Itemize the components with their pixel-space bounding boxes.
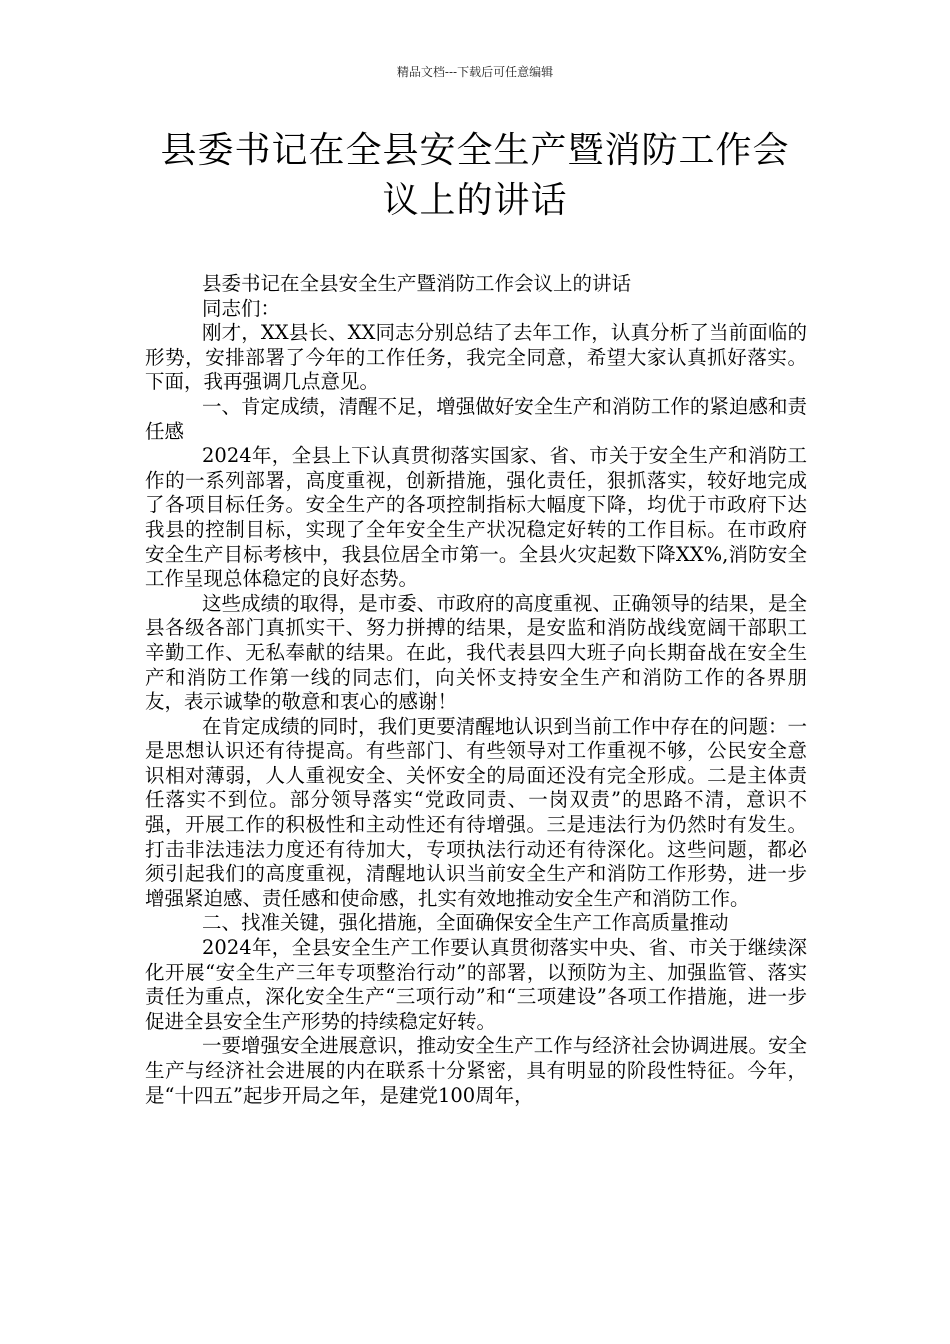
paragraph: 刚才，XX县长、XX同志分别总结了去年工作，认真分析了当前面临的形势，安排部署了今年的工作任务，我完全同意，希望大家认真抓好落实。下面，我再强调几点意见。 [145,321,807,394]
paragraph: 2024年，全县安全生产工作要认真贯彻落实中央、省、市关于继续深化开展“安全生产三年专项整治行动”的部署，以预防为主、加强监管、落实责任为重点，深化安全生产“三项行动”和“三项建设”各项工作措施，进一步促进全县安全生产形势的持续稳定好转。 [145,936,807,1033]
paragraph: 在肯定成绩的同时，我们更要清醒地认识到当前工作中存在的问题：一是思想认识还有待提高。有些部门、有些领导对工作重视不够，公民安全意识相对薄弱，人人重视安全、关怀安全的局面还没有完全形成。二是主体责任落实不到位。部分领导落实“党政同责、一岗双责”的思路不清，意识不强，开展工作的积极性和主动性还有待增强。三是违法行为仍然时有发生。打击非法违法力度还有待加大，专项执法行动还有待深化。这些问题，都必须引起我们的高度重视，清醒地认识当前安全生产和消防工作形势，进一步增强紧迫感、责任感和使命感，扎实有效地推动安全生产和消防工作。 [145,714,807,910]
paragraph-subtitle: 县委书记在全县安全生产暨消防工作会议上的讲话 [202,272,632,295]
paragraph: 2024年，全县上下认真贯彻落实国家、省、市关于安全生产和消防工作的一系列部署，高度重视，创新措施，强化责任，狠抓落实，较好地完成了各项目标任务。安全生产的各项控制指标大幅度下降，均优于市政府下达我县的控制目标，实现了全年安全生产状况稳定好转的工作目标。在市政府安全生产目标考核中，我县位居全市第一。全县火灾起数下降XX%,消防安全工作呈现总体稳定的良好态势。 [145,444,807,591]
header-note: 精品文档---下载后可任意编辑 [396,65,554,79]
section-heading: 二、找准关键，强化措施，全面确保安全生产工作高质量推动 [202,911,729,935]
paragraph: 这些成绩的取得，是市委、市政府的高度重视、正确领导的结果，是全县各级各部门真抓实干、努力拼搏的结果，是安监和消防战线宽阔干部职工辛勤工作、无私奉献的结果。在此，我代表县四大班子向长期奋战在安全生产和消防工作第一线的同志们，向关怀支持安全生产和消防工作的各界朋友，表示诚挚的敬意和衷心的感谢！ [145,591,807,714]
document-body [145,272,807,1108]
document-title: 县委书记在全县安全生产暨消防工作会议上的讲话 [160,130,790,221]
paragraph-salutation: 同志们： [202,296,281,320]
paragraph: 一要增强安全进展意识，推动安全生产工作与经济社会协调进展。安全生产与经济社会进展的内在联系十分紧密，具有明显的阶段性特征。今年，是“十四五”起步开局之年，是建党100周年， [145,1034,807,1107]
section-heading: 一、肯定成绩，清醒不足，增强做好安全生产和消防工作的紧迫感和责任感 [145,394,807,443]
